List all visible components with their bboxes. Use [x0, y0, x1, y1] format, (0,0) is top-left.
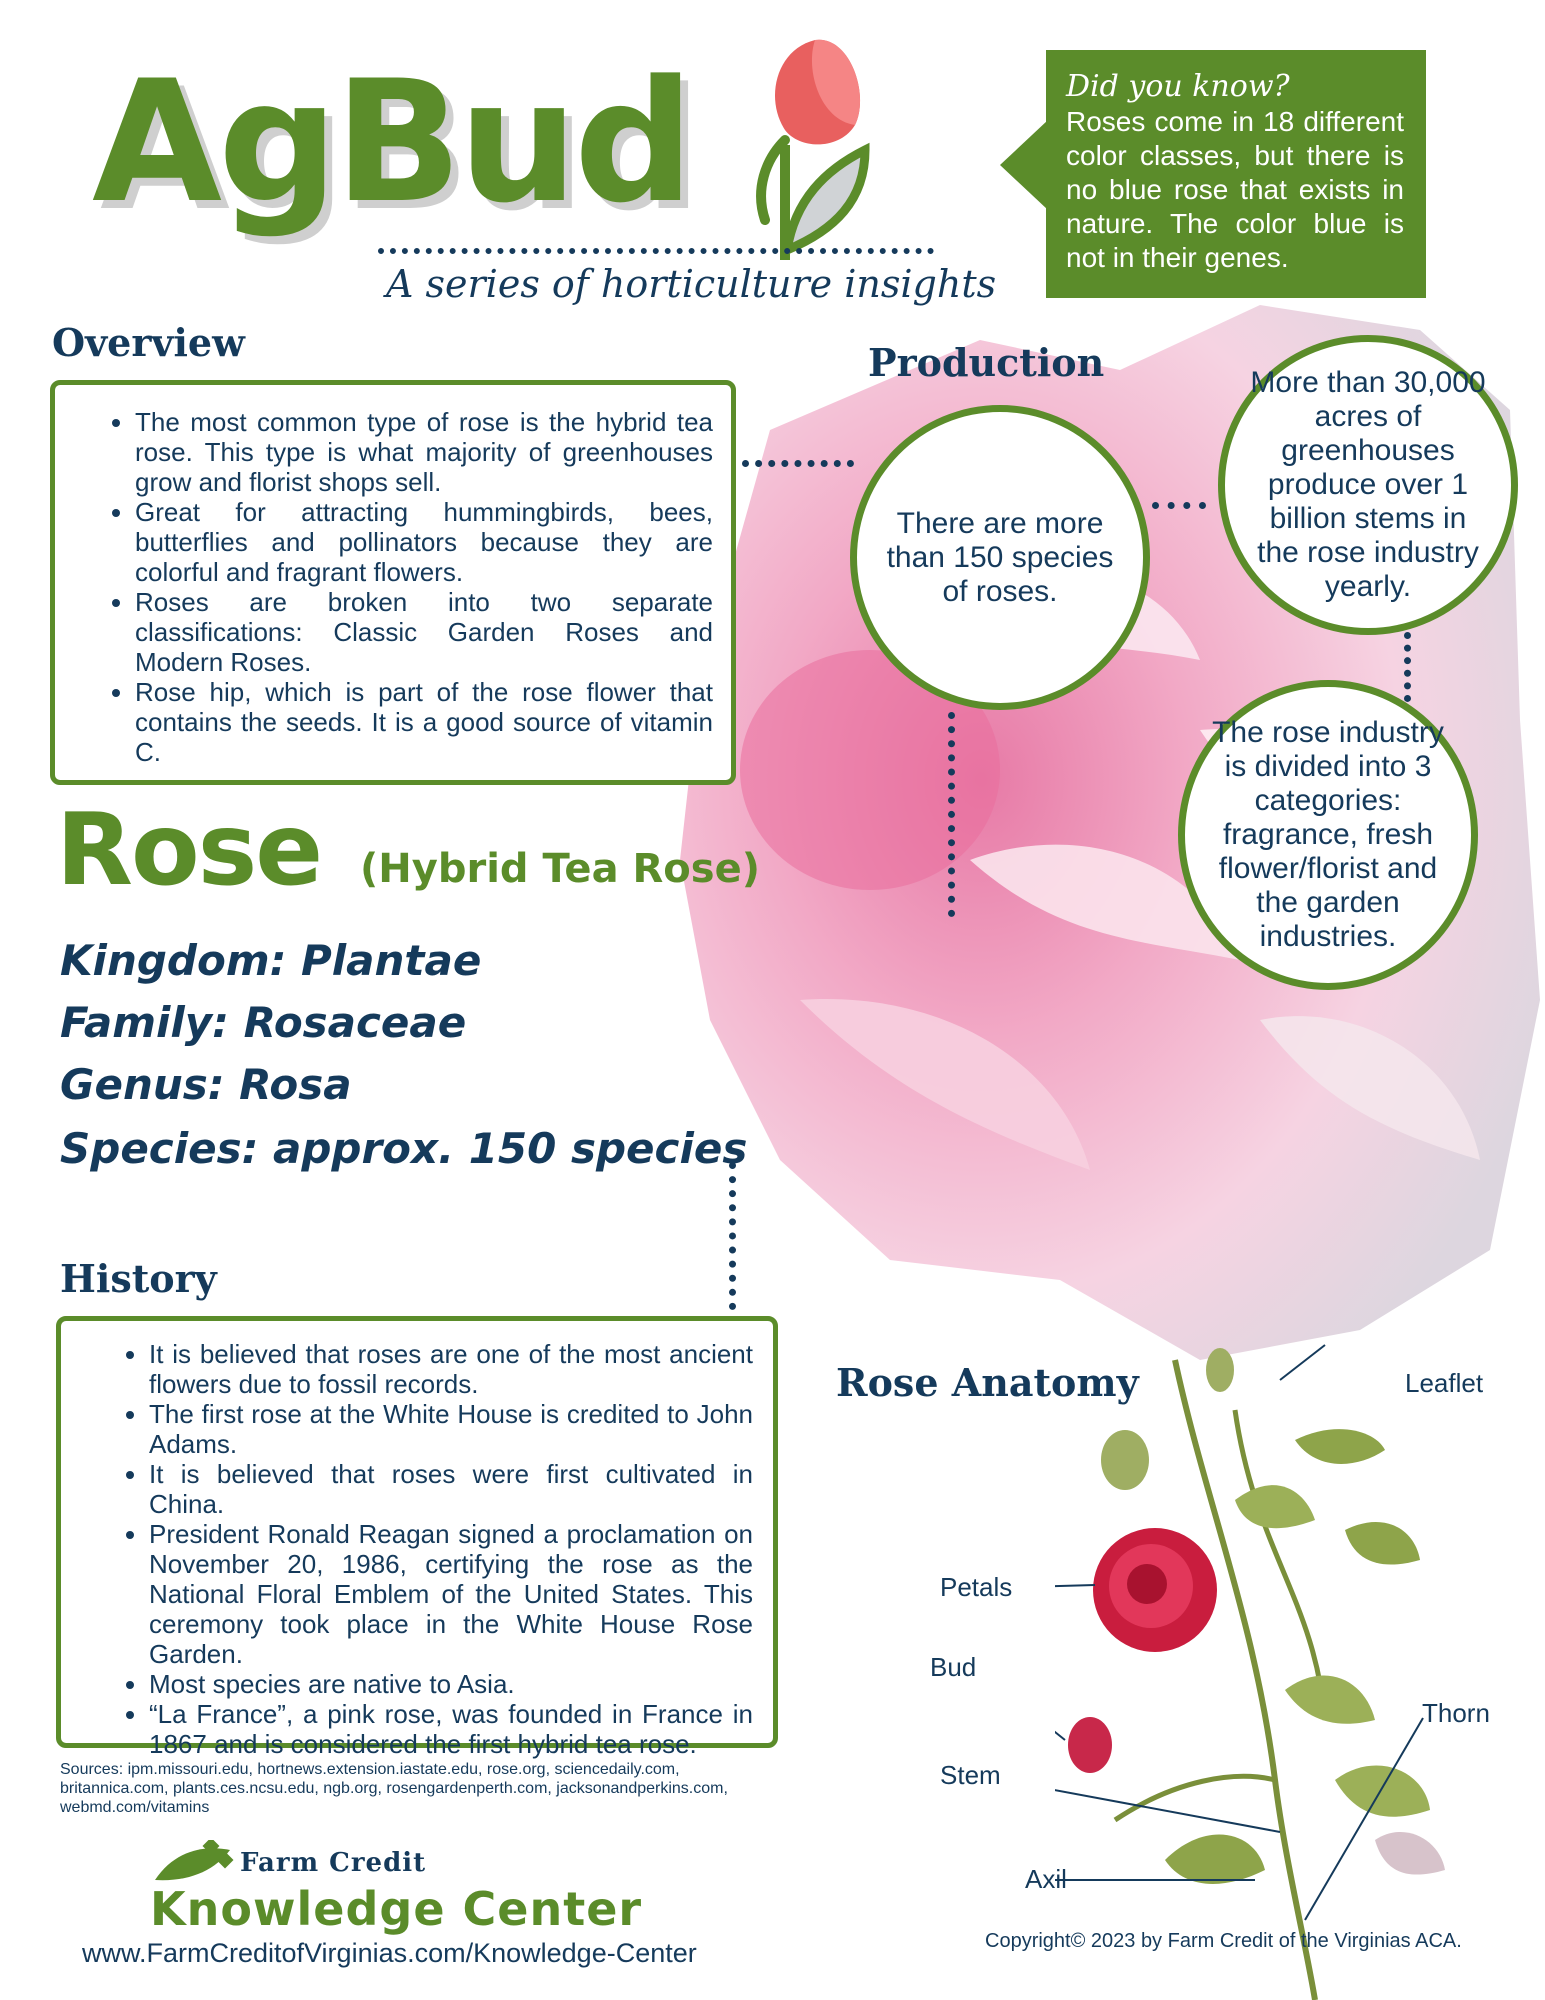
label-leaflet: Leaflet [1405, 1368, 1484, 1398]
history-list [109, 1339, 753, 1759]
history-heading: History [60, 1256, 217, 1301]
agbud-logo: AgBud [92, 44, 691, 240]
connector-dots [742, 460, 854, 467]
label-axil: Axil [1025, 1864, 1067, 1894]
list-item: • It is believed that roses were first cultivated in China. [149, 1459, 753, 1519]
plant-name: Rose [56, 791, 322, 908]
rosebud-logo-icon [745, 30, 905, 260]
label-stem: Stem [940, 1760, 1001, 1790]
production-fact-circle [1178, 680, 1478, 990]
tagline: A series of horticulture insights [386, 262, 997, 306]
production-fact-circle [850, 405, 1150, 710]
list-item: • Roses are broken into two separate classifications: Classic Garden Roses and Modern Roses. [135, 587, 713, 677]
list-item: • It is believed that roses are one of the most ancient flowers due to fossil records. [149, 1339, 753, 1399]
production-fact: The rose industry is divided into 3 categories: fragrance, fresh flower/florist and the garden industries. [1212, 716, 1444, 953]
decorative-divider [378, 248, 934, 258]
list-item: • President Ronald Reagan signed a proclamation on November 20, 1986, certifying the rose as the National Floral Emblem of the United States. This ceremony took place in the White House Rose Garden. [149, 1519, 753, 1669]
list-item: • The first rose at the White House is credited to John Adams. [149, 1399, 753, 1459]
label-bud: Bud [930, 1652, 977, 1682]
label-thorn: Thorn [1422, 1698, 1490, 1728]
farm-credit-brand: Farm Credit [240, 1848, 427, 1878]
sources-text: Sources: ipm.missouri.edu, hortnews.extension.iastate.edu, rose.org, sciencedaily.com, britannica.com, plants.ces.ncsu.edu, ngb.org, rosengardenperth.com, jacksonandperkins.com, webmd.com/vitamins [60, 1761, 728, 1816]
overview-heading: Overview [52, 320, 245, 365]
list-item: • The most common type of rose is the hybrid tea rose. This type is what majority of greenhouses grow and florist shops sell. [135, 407, 713, 497]
connector-dots [1152, 502, 1206, 509]
did-you-know-title: Did you know? [1066, 69, 1290, 104]
knowledge-center-brand: Knowledge Center [150, 1882, 643, 1936]
did-you-know-box [1046, 50, 1426, 298]
species-label: Species: approx. 150 species [60, 1124, 748, 1173]
connector-dots [729, 1162, 736, 1310]
list-item: • “La France”, a pink rose, was founded in France in 1867 and is considered the first hybrid tea rose. [149, 1699, 753, 1759]
genus-label: Genus: Rosa [60, 1060, 352, 1109]
production-fact: There are more than 150 species of roses. [886, 506, 1114, 608]
list-item: • Most species are native to Asia. [149, 1669, 753, 1699]
connector-dots [1404, 632, 1411, 702]
anatomy-heading: Rose Anatomy [836, 1360, 1139, 1405]
callout-arrow [1000, 120, 1048, 210]
website-link[interactable]: www.FarmCreditofVirginias.com/Knowledge-Center [82, 1938, 697, 1968]
label-petals: Petals [940, 1572, 1013, 1602]
kingdom-label: Kingdom: Plantae [60, 936, 482, 985]
did-you-know-body: Roses come in 18 different color classes, but there is no blue rose that exists in nature. The color blue is not in their genes. [1066, 106, 1404, 273]
plant-subtitle: (Hybrid Tea Rose) [360, 846, 760, 892]
family-label: Family: Rosaceae [60, 998, 467, 1047]
overview-box [50, 380, 736, 785]
copyright-text: Copyright© 2023 by Farm Credit of the Virginias ACA. [985, 1930, 1462, 1952]
list-item: • Great for attracting hummingbirds, bees, butterflies and pollinators because they are colorful and fragrant flowers. [135, 497, 713, 587]
production-fact: More than 30,000 acres of greenhouses produce over 1 billion stems in the rose industry yearly. [1250, 366, 1486, 603]
production-heading: Production [868, 340, 1105, 385]
overview-list [95, 407, 713, 767]
production-fact-circle [1218, 335, 1518, 635]
rose-anatomy-illustration [1055, 1300, 1525, 2000]
connector-dots [948, 712, 955, 917]
history-box [56, 1316, 778, 1759]
list-item: • Rose hip, which is part of the rose flower that contains the seeds. It is a good source of vitamin C. [135, 677, 713, 767]
